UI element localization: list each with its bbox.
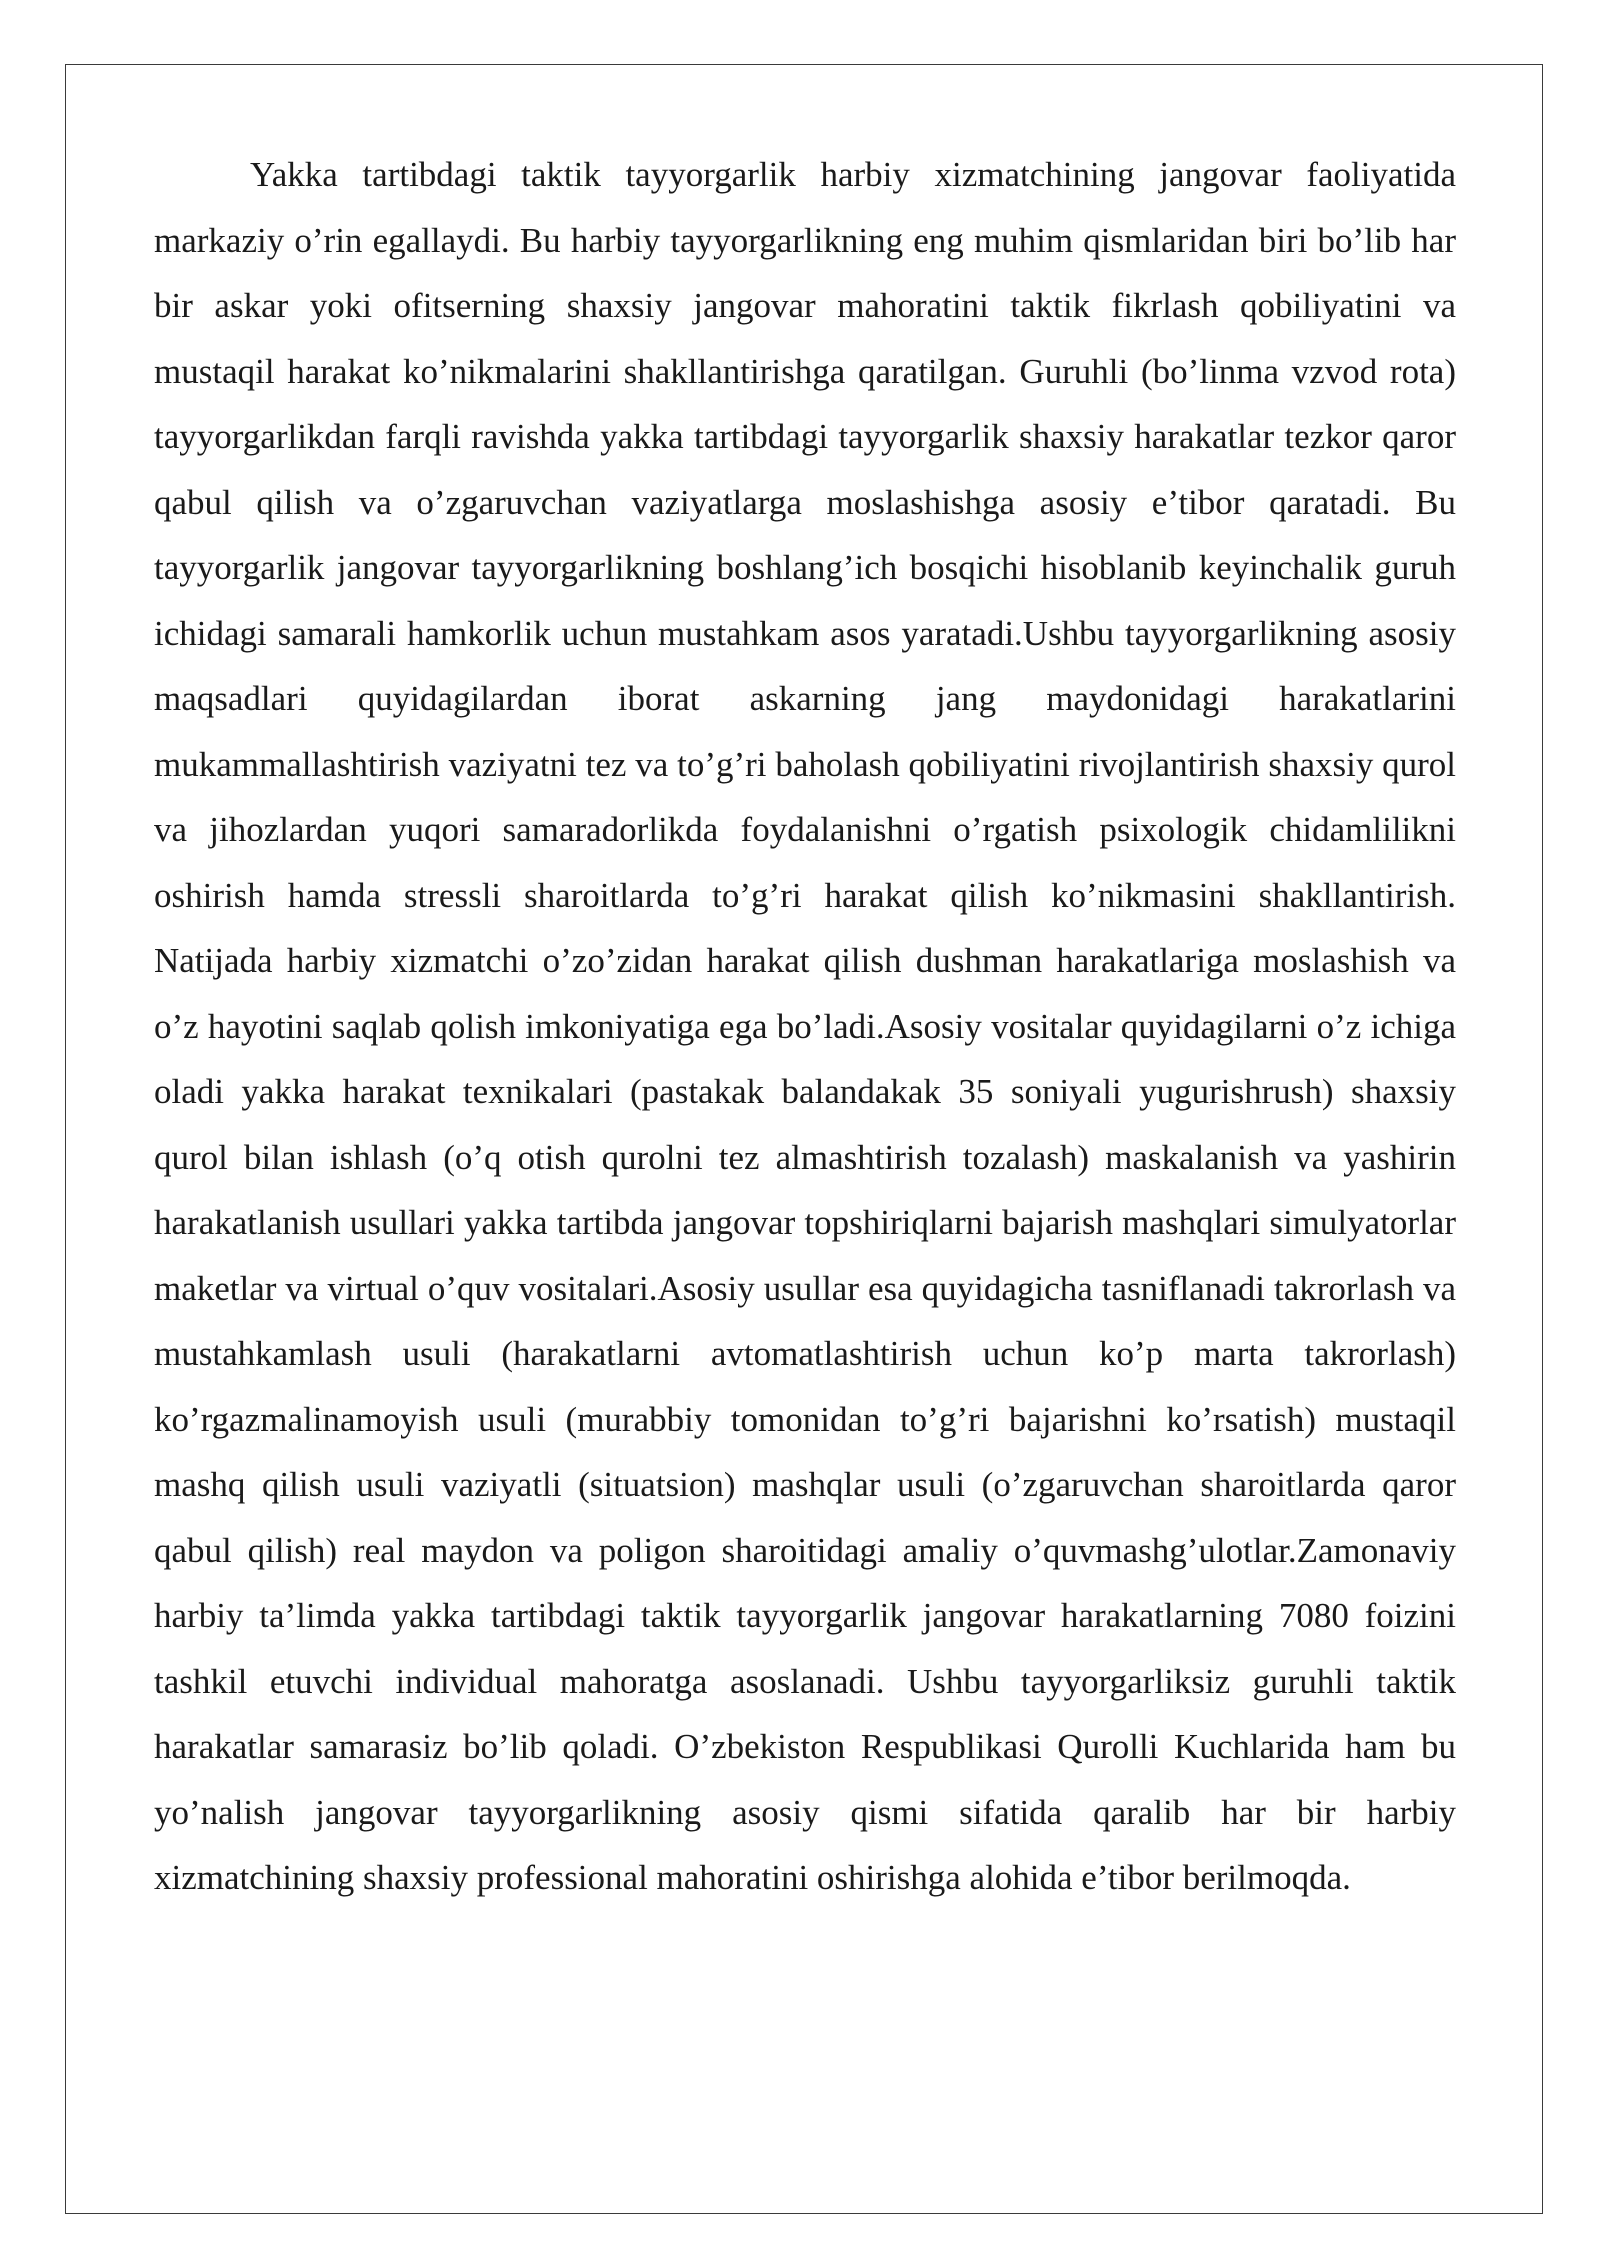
body-paragraph: Yakka tartibdagi taktik tayyorgarlik harbiy xizmatchining jangovar faoliyatida markaziy o’rin egallaydi. Bu harbiy tayyorgarlikning eng muhim qismlaridan biri bo’lib har bir askar yoki ofitserning shaxsiy jangovar mahoratini taktik fikrlash qobiliyatini va mustaqil harakat ko’nikmalarini shakllantirishga qaratilgan. Guruhli (bo’linma vzvod rota) tayyorgarlikdan farqli ravishda yakka tartibdagi tayyorgarlik shaxsiy harakatlar tezkor qaror qabul qilish va o’zgaruvchan vaziyatlarga moslashishga asosiy e’tibor qaratadi. Bu tayyorgarlik jangovar tayyorgarlikning boshlang’ich bosqichi hisoblanib keyinchalik guruh ichidagi samarali hamkorlik uchun mustahkam asos yaratadi.Ushbu tayyorgarlikning asosiy maqsadlari quyidagilardan iborat askarning jang maydonidagi harakatlarini mukammallashtirish vaziyatni tez va to’g’ri baholash qobiliyatini rivojlantirish shaxsiy qurol va jihozlardan yuqori samaradorlikda foydalanishni o’rgatish psixologik chidamlilikni oshirish hamda stressli sharoitlarda to’g’ri harakat qilish ko’nikmasini shakllantirish. Natijada harbiy xizmatchi o’zo’zidan harakat qilish dushman harakatlariga moslashish va o’z hayotini saqlab qolish imkoniyatiga ega bo’ladi.Asosiy vositalar quyidagilarni o’z ichiga oladi yakka harakat texnikalari (pastakak balandakak 35 soniyali yugurishrush) shaxsiy qurol bilan ishlash (o’q otish qurolni tez almashtirish tozalash) maskalanish va yashirin harakatlanish usullari yakka tartibda jangovar topshiriqlarni bajarish mashqlari simulyatorlar maketlar va virtual o’quv vositalari.Asosiy usullar esa quyidagicha tasniflanadi takrorlash va mustahkamlash usuli (harakatlarni avtomatlashtirish uchun ko’p marta takrorlash) ko’rgazmalinamoyish usuli (murabbiy tomonidan to’g’ri bajarishni ko’rsatish) mustaqil mashq qilish usuli vaziyatli (situatsion) mashqlar usuli (o’zgaruvchan sharoitlarda qaror qabul qilish) real maydon va poligon sharoitidagi amaliy o’quvmashg’ulotlar.Zamonaviy harbiy ta’limda yakka tartibdagi taktik tayyorgarlik jangovar harakatlarning 7080 foizini tashkil etuvchi individual mahoratga asoslanadi. Ushbu tayyorgarliksiz guruhli taktik harakatlar samarasiz bo’lib qoladi. O’zbekiston Respublikasi Qurolli Kuchlarida ham bu yo’nalish jangovar tayyorgarlikning asosiy qismi sifatida qaralib har bir harbiy xizmatchining shaxsiy professional mahoratini oshirishga alohida e’tibor berilmoqda. (154, 155, 1456, 1897)
